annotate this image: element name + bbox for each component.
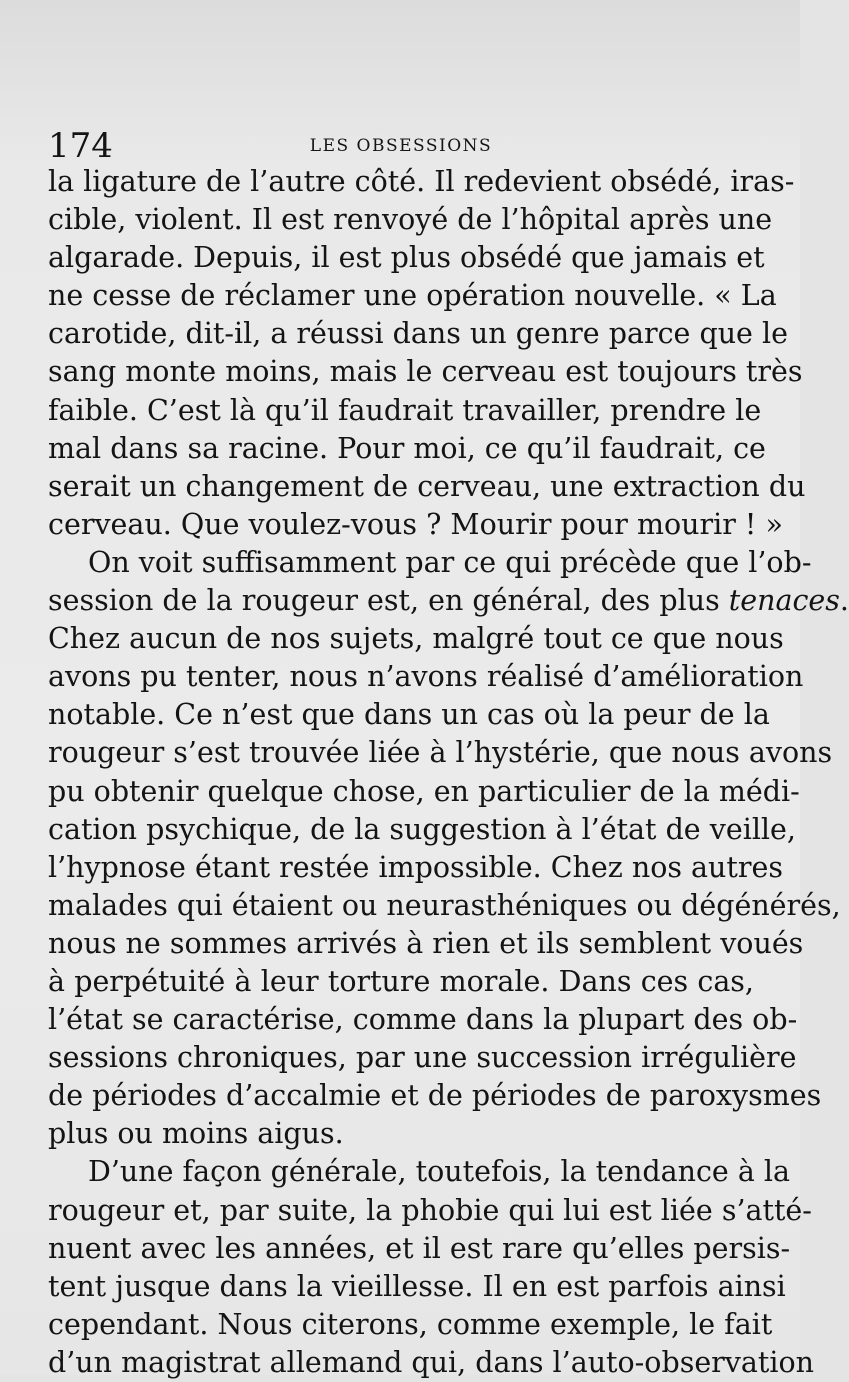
text-line: rougeur s’est trouvée liée à l’hystérie, que nous avons	[48, 736, 833, 770]
text-line: malades qui étaient ou neurasthéniques ou dégénérés,	[48, 888, 841, 922]
text-line: plus ou moins aigus.	[48, 1117, 344, 1151]
running-title: LES OBSESSIONS	[309, 136, 493, 156]
text-line: carotide, dit-il, a réussi dans un genre parce que le	[48, 317, 788, 351]
text-line: notable. Ce n’est que dans un cas où la peur de la	[48, 698, 770, 732]
text-line: cependant. Nous citerons, comme exemple, le fait	[48, 1307, 773, 1341]
text-line: ne cesse de réclamer une opération nouvelle. « La	[48, 279, 777, 313]
text-line: l’hypnose étant restée impossible. Chez nos autres	[48, 850, 783, 884]
text-line: pu obtenir quelque chose, en particulier de la médi-	[48, 774, 800, 808]
text-line: session de la rougeur est, en général, des plus tenaces.	[48, 584, 849, 618]
page-number: 174	[48, 126, 113, 166]
italic-word: tenaces	[728, 584, 840, 618]
text-line: faible. C’est là qu’il faudrait travailler, prendre le	[48, 393, 762, 427]
text-line: sang monte moins, mais le cerveau est toujours très	[48, 355, 803, 389]
text-line: cerveau. Que voulez-vous ? Mourir pour mourir ! »	[48, 507, 783, 541]
text-line: de périodes d’accalmie et de périodes de paroxysmes	[48, 1079, 822, 1113]
text-line: mal dans sa racine. Pour moi, ce qu’il faudrait, ce	[48, 431, 766, 465]
text-line: l’état se caractérise, comme dans la plupart des ob-	[48, 1003, 798, 1037]
text-line: D’une façon générale, toutefois, la tendance à la	[88, 1155, 790, 1189]
text-line: algarade. Depuis, il est plus obsédé que jamais et	[48, 241, 765, 275]
text-line: Chez aucun de nos sujets, malgré tout ce que nous	[48, 622, 784, 656]
text-line: rougeur et, par suite, la phobie qui lui est liée s’atté-	[48, 1193, 812, 1227]
text-line: cible, violent. Il est renvoyé de l’hôpital après une	[48, 203, 773, 237]
text-line: à perpétuité à leur torture morale. Dans ces cas,	[48, 964, 754, 998]
text-line: serait un changement de cerveau, une extraction du	[48, 469, 806, 503]
text-line: cation psychique, de la suggestion à l’état de veille,	[48, 812, 796, 846]
text-line: On voit suffisamment par ce qui précède que l’ob-	[88, 545, 812, 579]
text-line: nous ne sommes arrivés à rien et ils semblent voués	[48, 926, 804, 960]
page-header	[48, 126, 754, 166]
body-text	[48, 163, 849, 1382]
text-line: la ligature de l’autre côté. Il redevient obsédé, iras-	[48, 165, 795, 198]
text-line: nuent avec les années, et il est rare qu’elles persis-	[48, 1231, 791, 1265]
text-line: tent jusque dans la vieillesse. Il en est parfois ainsi	[48, 1269, 786, 1303]
text-line: sessions chroniques, par une succession irrégulière	[48, 1041, 797, 1075]
text-line: d’un magistrat allemand qui, dans l’auto-observation	[48, 1345, 814, 1379]
text-line: avons pu tenter, nous n’avons réalisé d’amélioration	[48, 660, 804, 694]
